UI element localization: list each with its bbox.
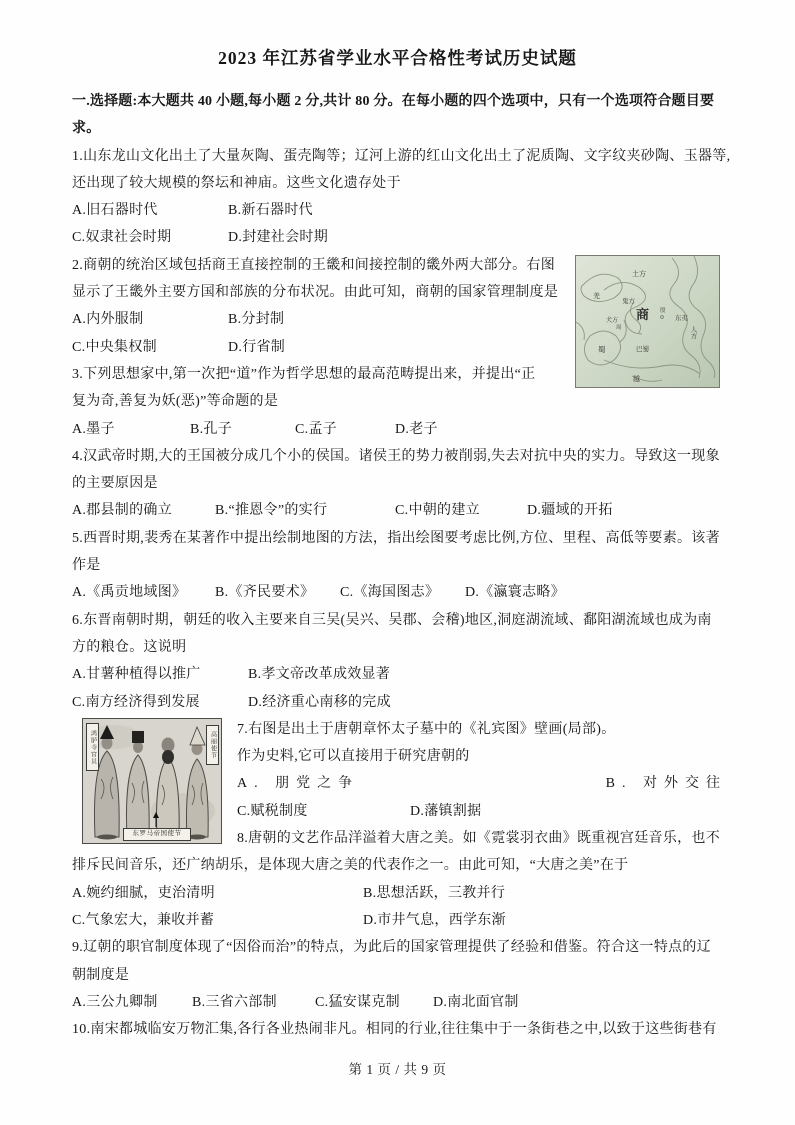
q8-option-a: A.婉约细腻，吏治清明 [72,885,215,901]
q8-stem-line-1: 8.唐朝的文艺作品洋溢着大唐之美。如《霓裳羽衣曲》既重视宫廷音乐，也不 [237,831,720,847]
q2-stem-line-1: 2.商朝的统治区域包括商王直接控制的王畿和间接控制的畿外两大部分。右图 [72,257,555,273]
q9-stem-line-1: 9.辽朝的职官制度体现了“因俗而治”的特点，为此后的国家管理提供了经验和借鉴。符合这一特点的辽 [72,940,712,956]
q2-option-a: A.内外服制 [72,312,144,328]
section-intro-line-1: 一.选择题:本大题共 40 小题,每小题 2 分,共计 80 分。在每小题的四个选项中，只有一个选项符合题目要 [72,94,715,109]
q5-option-b: B.《齐民要术》 [215,585,315,601]
q7-option-d: D.藩镇割据 [410,803,482,819]
q7-options-cd [237,798,732,825]
q6-option-b: B.孝文帝改革成效显著 [248,667,391,683]
map-label-yin: 殷 [660,308,666,314]
q3-option-d: D.老子 [395,421,438,437]
q1-stem-line-2: 还出现了较大规模的祭坛和神庙。这些文化遗存处于 [72,175,401,191]
map-label-yue: 越 [633,375,640,383]
q5-option-c: C.《海国图志》 [340,585,440,601]
q3-stem-line-1: 3.下列思想家中,第一次把“道”作为哲学思想的最高范畴提出来，并提出“正 [72,366,536,382]
q9-option-c: C.猛安谋克制 [315,994,400,1010]
q1-option-b: B.新石器时代 [228,203,313,219]
q9-option-b: B.三省六部制 [192,994,277,1010]
q7-stem-line-2: 作为史料,它可以直接用于研究唐朝的 [237,749,470,765]
q5-options [72,579,732,606]
q4-stem-line-2: 的主要原因是 [72,476,158,492]
q6-options-ab [72,661,732,688]
map-label-renfang: 人方 [689,326,697,339]
map-label-zhou: 周 [616,325,622,331]
q2-stem-line-2: 显示了王畿外主要方国和部族的分布状况。由此可知，商朝的国家管理制度是 [72,285,559,301]
q7-option-a: A. 朋党之争 [237,776,360,792]
q2-option-d: D.行省制 [228,339,286,355]
map-label-shang: 商 [636,307,650,322]
map-label-tufang: 土方 [632,270,646,278]
q6-stem-line-2: 方的粮仓。这说明 [72,639,187,655]
q10-stem-line-1: 10.南宋都城临安万物汇集,各行各业热闹非凡。相同的行业,往往集中于一条街巷之中,以致于这些街巷有 [72,1022,717,1038]
q5-option-a: A.《禹贡地域图》 [72,585,187,601]
q9-option-a: A.三公九卿制 [72,994,158,1010]
exam-body [72,88,732,1043]
q1-option-c: C.奴隶社会时期 [72,230,172,246]
q9-options [72,989,732,1016]
q3-options [72,416,732,443]
q6-stem-line-1: 6.东晋南朝时期，朝廷的收入主要来自三吴(吴兴、吴郡、会稽)地区,洞庭湖流域、鄱阳湖流域也成为南 [72,612,712,628]
shang-territory-map-figure [575,255,720,388]
q7-option-c: C.赋税制度 [237,803,308,819]
map-label-quanfang: 犬方 [606,318,619,324]
q8-option-c: C.气象宏大，兼收并蓄 [72,912,215,928]
q3-option-c: C.孟子 [295,421,338,437]
q7-options-ab [237,770,727,797]
page-title: 2023 年江苏省学业水平合格性考试历史试题 [218,48,577,68]
q3-stem-line-2: 复为奇,善复为妖(恶)”等命题的是 [72,394,279,410]
q6-option-a: A.甘薯种植得以推广 [72,667,201,683]
q5-option-d: D.《瀛寰志略》 [465,585,566,601]
q2-option-b: B.分封制 [228,312,285,328]
map-label-qiang: 羌 [593,292,600,300]
q3-option-a: A.墨子 [72,421,115,437]
q4-option-d: D.疆域的开拓 [527,503,613,519]
libin-mural-figure [82,718,222,844]
q9-stem-line-2: 朝制度是 [72,967,130,983]
q1-options-cd [72,224,732,251]
map-label-bashu: 巴蜀 [636,346,649,353]
q6-options-cd [72,689,732,716]
q8-stem-line-2: 排斥民间音乐，还广纳胡乐，是体现大唐之美的代表作之一。由此可知，“大唐之美”在于 [72,858,629,874]
q4-options [72,497,732,524]
q6-option-c: C.南方经济得到发展 [72,694,200,710]
q1-option-a: A.旧石器时代 [72,203,158,219]
q4-option-b: B.“推恩令”的实行 [215,503,328,519]
q4-option-a: A.郡县制的确立 [72,503,173,519]
map-label-shu: 蜀 [598,345,606,354]
q8-options-ab [72,880,732,907]
q7-option-b: B. 对外交往 [605,776,727,792]
q5-stem-line-2: 作是 [72,558,101,574]
mural-label-east-roman-envoy: 东罗马帝国使节 [123,828,191,841]
page-footer: 第 1 页 / 共 9 页 [348,1062,447,1077]
q7-stem-line-1: 7.右图是出土于唐朝章怀太子墓中的《礼宾图》壁画(局部)。 [237,721,616,737]
q2-option-c: C.中央集权制 [72,339,157,355]
q1-stem-line-1: 1.山东龙山文化出土了大量灰陶、蛋壳陶等；辽河上游的红山文化出土了泥质陶、文字纹夹砂陶、玉器等, [72,148,731,164]
q8-option-d: D.市井气息，西学东渐 [363,912,506,928]
q3-option-b: B.孔子 [190,421,233,437]
q8-option-b: B.思想活跃，三教并行 [363,885,506,901]
q1-option-d: D.封建社会时期 [228,230,329,246]
mural-figures-drawing [83,719,221,843]
section-intro-line-2: 求。 [72,121,101,137]
q6-option-d: D.经济重心南移的完成 [248,694,391,710]
q1-options-ab [72,197,732,224]
map-label-dongyi: 东夷 [675,315,688,322]
q8-options-cd [72,907,732,934]
q5-stem-line-1: 5.西晋时期,裴秀在某著作中提出绘制地图的方法，指出绘图要考虑比例,方位、里程、高低等要素。该著 [72,530,720,546]
map-label-guifang: 鬼方 [622,298,635,305]
q4-stem-line-1: 4.汉武帝时期,大的王国被分成几个小的侯国。诸侯王的势力被削弱,失去对抗中央的实力。导致这一现象 [72,448,720,464]
q9-option-d: D.南北面官制 [433,994,519,1010]
mural-label-honglusi-officials: 鸿胪寺官员 [86,723,99,771]
mural-label-goryeo-envoy: 高丽使节 [206,725,219,765]
q4-option-c: C.中朝的建立 [395,503,480,519]
